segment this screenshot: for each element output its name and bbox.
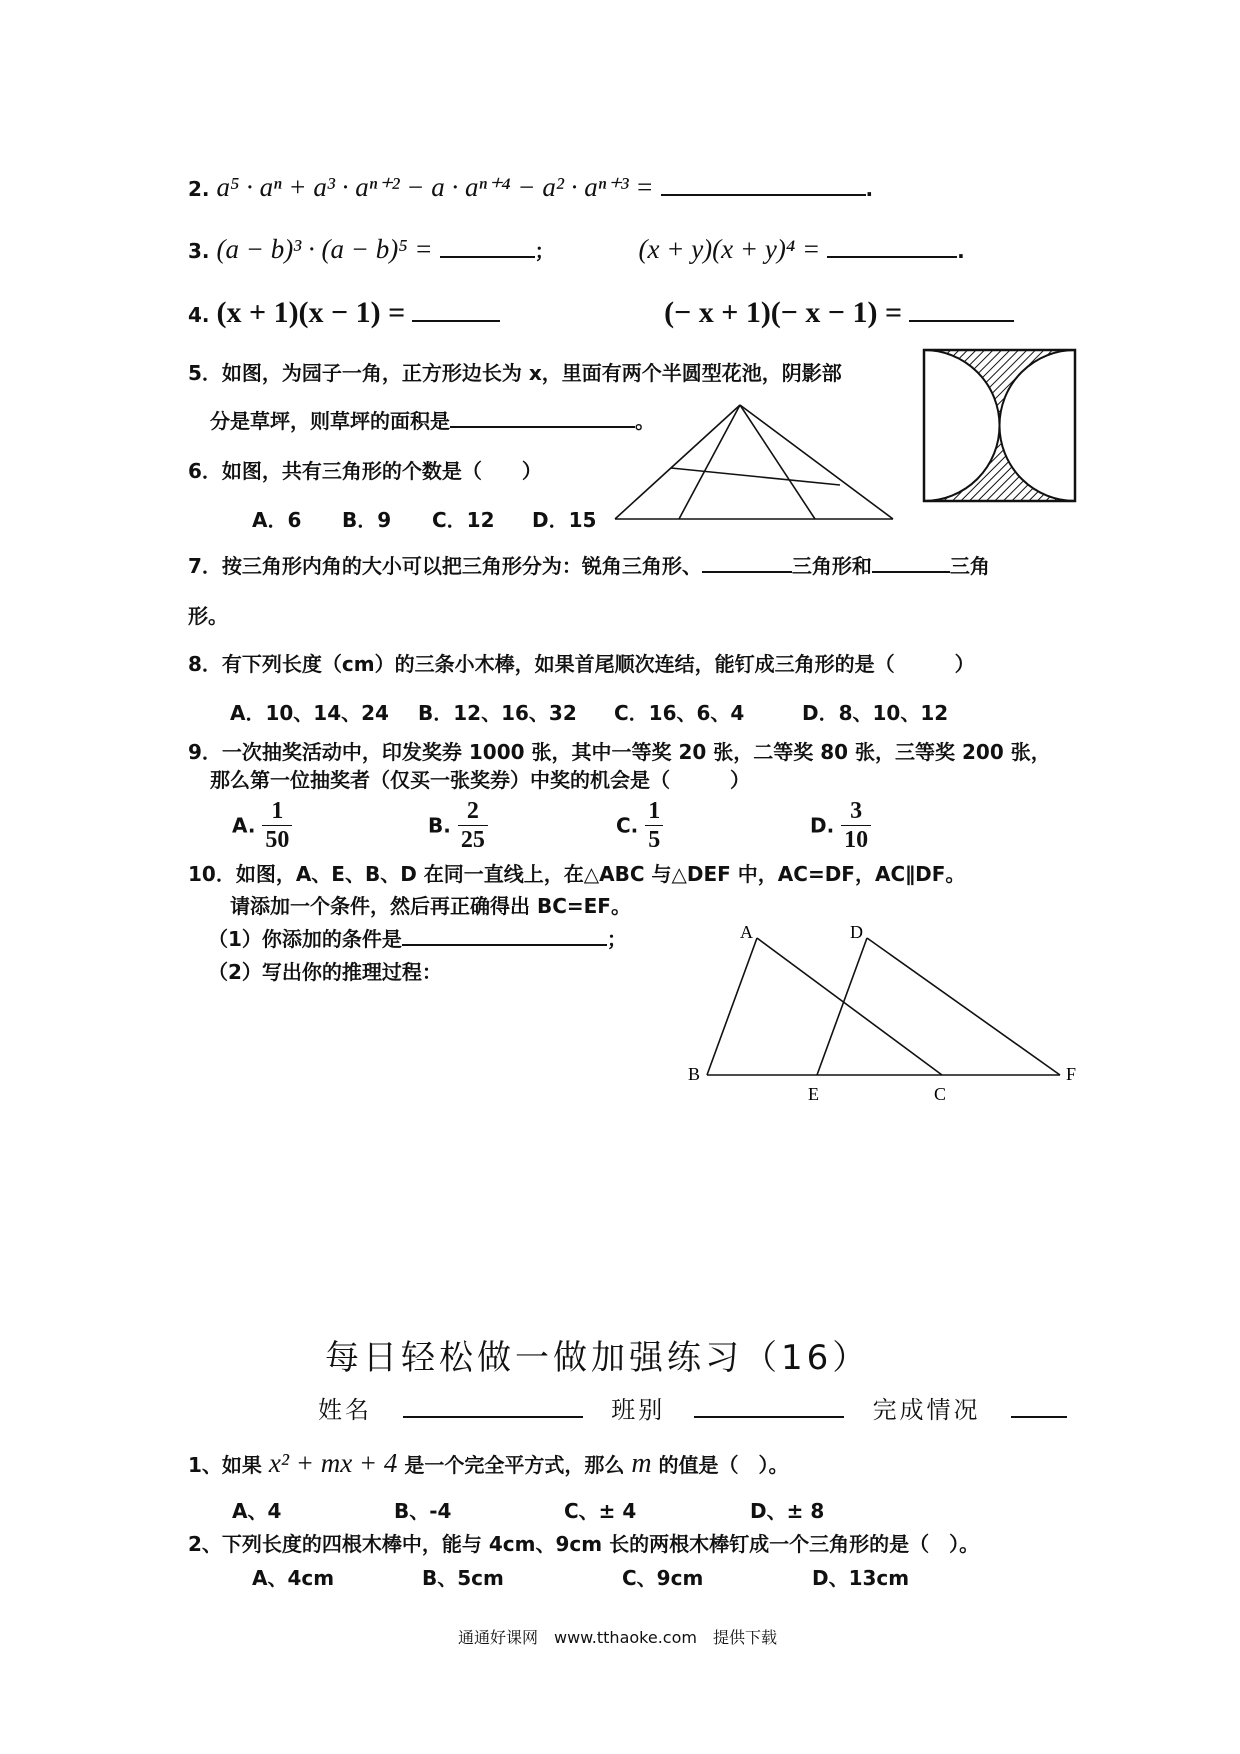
q2-number: 2. [188,177,210,201]
q5-line2: 分是草坪，则草坪的面积是 。 [210,405,655,434]
triangle-cevian-1 [679,405,740,519]
q6-stem: 6．如图，共有三角形的个数是（ ） [188,459,542,483]
label-d: D [850,922,863,942]
q4-expression-1: (x + 1)(x − 1) = [216,296,406,329]
q9-option-b-fraction: $\frac{2}{25}$ [458,797,488,854]
q10-line1: 10．如图，A、E、B、D 在同一直线上，在△ABC 与△DEF 中，AC=DF，AC∥DF。 [188,862,966,886]
label-c: C [934,1084,947,1104]
q10-condition-blank[interactable] [402,924,607,946]
q6-triangle-figure [610,400,900,525]
triangle-transversal [671,468,840,485]
q9-option-c-fraction: $\frac{1}{5}$ [645,797,663,854]
q5-square-figure [920,346,1080,506]
q5-answer-blank[interactable] [450,406,635,428]
status-label: 完成情况 [872,1396,981,1424]
triangle-cevian-2 [740,405,815,519]
label-b: B [688,1064,701,1084]
q7-line1: 7．按三角形内角的大小可以把三角形分为：锐角三角形、 三角形和 三角 [188,550,990,579]
triangle-left-side [615,405,740,519]
q10-sub2: （2）写出你的推理过程： [208,960,442,984]
q8-option-c[interactable]: C．16、6、4 [614,701,745,725]
q6-option-c[interactable]: C．12 [432,508,495,532]
q9-option-b[interactable]: B. $\frac{2}{25}$ [428,797,488,854]
q8-stem: 8．有下列长度（cm）的三条小木棒，如果首尾顺次连结，能钉成三角形的是（ ） [188,652,975,676]
q2: 2. a⁵ · aⁿ + a³ · aⁿ⁺² − a · aⁿ⁺⁴ − a² · aⁿ⁺³ = . [188,172,874,202]
q9-option-c[interactable]: C. $\frac{1}{5}$ [616,797,663,854]
q5-line1: 5．如图，为园子一角，正方形边长为 x，里面有两个半圆型花池，阴影部 [188,361,842,385]
q3: 3. (a − b)³ · (a − b)⁵ = ； (x + y)(x + y)⁴ = . [188,234,965,264]
s16-q2-stem: 2、下列长度的四根木棒中，能与 4cm、9cm 长的两根木棒钉成一个三角形的是（ ）。 [188,1532,980,1556]
s16-q1-option-a[interactable]: A、4 [232,1499,282,1523]
q3-answer-blank-1[interactable] [440,236,535,258]
q3-expression-1: (a − b)³ · (a − b)⁵ = [216,234,433,264]
q6-option-d[interactable]: D．15 [532,508,597,532]
q8-option-a[interactable]: A．10、14、24 [230,701,389,725]
name-label: 姓名 [318,1396,372,1424]
q10-triangles-figure [680,920,1100,1110]
label-f: F [1066,1064,1077,1084]
q3-number: 3. [188,239,210,263]
s16-q2-option-c[interactable]: C、9cm [622,1566,704,1590]
q7-blank-1[interactable] [702,551,792,573]
q9-line1: 9．一次抽奖活动中，印发奖券 1000 张，其中一等奖 20 张，二等奖 80 张，三等奖 200 张， [188,740,1051,764]
s16-q1-expression: x² + mx + 4 [268,1448,398,1478]
s16-q2-option-a[interactable]: A、4cm [252,1566,335,1590]
q9-option-d[interactable]: D. $\frac{3}{10}$ [810,797,871,854]
status-field[interactable] [1011,1396,1067,1418]
class-label: 班别 [611,1396,666,1424]
student-info-row [318,1390,1067,1425]
q8-options [230,697,948,726]
section-title: 每日轻松做一做加强练习（16） [325,1338,871,1378]
q8-option-b[interactable]: B．12、16、32 [418,701,577,725]
q4-answer-blank-2[interactable] [909,300,1014,322]
label-a: A [740,922,753,942]
s16-q2-options [252,1562,909,1591]
q8-option-d[interactable]: D．8、10、12 [802,701,949,725]
q10-sub1: （1）你添加的条件是 ； [208,923,627,952]
s16-q2-option-b[interactable]: B、5cm [422,1566,504,1590]
q9-option-a[interactable]: A. $\frac{1}{50}$ [232,797,292,854]
side-ed [817,938,867,1075]
triangle-right-side [740,405,893,519]
footer-credit: 通通好课网 www.tthaoke.com 提供下载 [458,1628,777,1647]
q6-option-b[interactable]: B．9 [342,508,392,532]
q7-line2: 形。 [188,604,228,628]
q2-expression: a⁵ · aⁿ + a³ · aⁿ⁺² − a · aⁿ⁺⁴ − a² · aⁿ⁺³ = [216,172,654,202]
q3-answer-blank-2[interactable] [827,236,957,258]
q10-line2: 请添加一个条件，然后再正确得出 BC=EF。 [230,894,631,918]
q9-line2: 那么第一位抽奖者（仅买一张奖券）中奖的机会是（ ） [210,768,750,792]
q6-option-a[interactable]: A．6 [252,508,302,532]
q3-expression-2: (x + y)(x + y)⁴ = [638,234,821,264]
s16-q1-options [232,1495,824,1524]
side-df [867,938,1060,1075]
q4-number: 4. [188,303,210,327]
side-ba [707,938,757,1075]
q9-option-a-fraction: $\frac{1}{50}$ [262,797,292,854]
s16-q2-option-d[interactable]: D、13cm [812,1566,910,1590]
q9-option-d-fraction: $\frac{3}{10}$ [841,797,871,854]
s16-q1-option-c[interactable]: C、± 4 [564,1499,637,1523]
q2-answer-blank[interactable] [661,174,866,196]
s16-q1-option-d[interactable]: D、± 8 [750,1499,825,1523]
q4-answer-blank-1[interactable] [412,300,500,322]
name-field[interactable] [403,1396,583,1418]
s16-q1-stem: 1、如果 x² + mx + 4 是一个完全平方式，那么 m 的值是（ ）。 [188,1448,789,1479]
class-field[interactable] [694,1396,844,1418]
q7-blank-2[interactable] [872,551,950,573]
s16-q1-option-b[interactable]: B、-4 [394,1499,452,1523]
q4-expression-2: (− x + 1)(− x − 1) = [664,296,903,329]
q4 [188,296,1014,330]
label-e: E [808,1084,819,1104]
side-ac [757,938,942,1075]
q6-options [252,504,596,533]
s16-q1-variable: m [631,1448,652,1479]
